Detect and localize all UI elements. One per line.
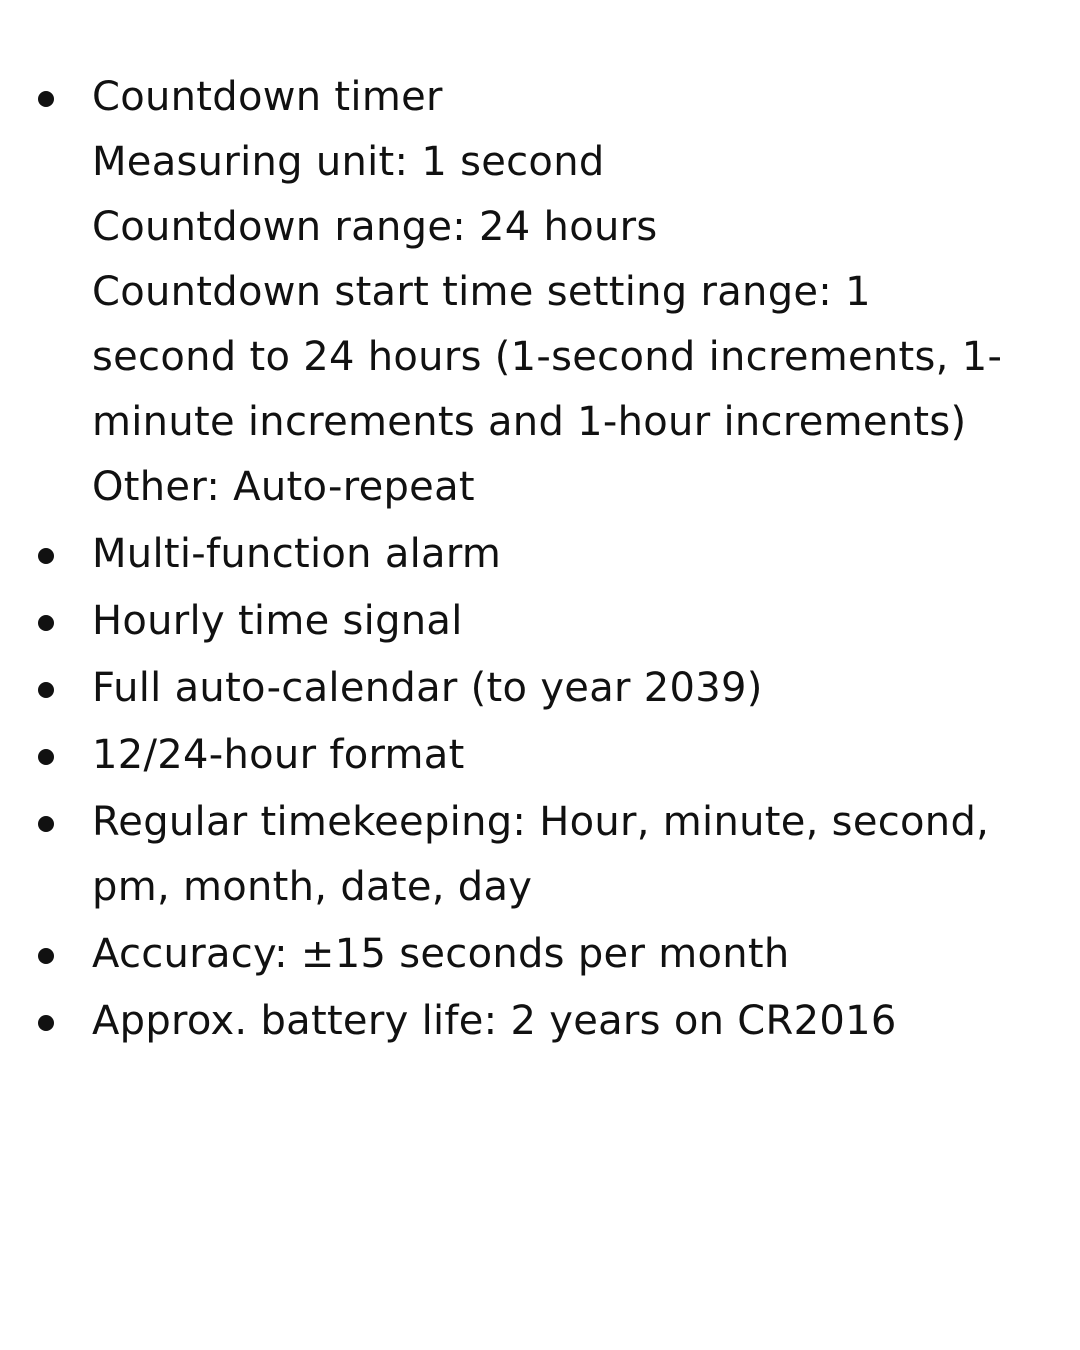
feature-title: Full auto-calendar (to year 2039)	[92, 665, 763, 711]
bullet-icon	[38, 816, 54, 832]
feature-title: 12/24-hour format	[92, 732, 465, 778]
feature-detail: pm, month, date, day	[92, 864, 533, 910]
feature-detail: minute increments and 1-hour increments)	[92, 399, 967, 445]
feature-battery-life	[0, 989, 1080, 1054]
feature-title: Accuracy: ±15 seconds per month	[92, 931, 790, 977]
feature-countdown-timer	[0, 65, 1080, 520]
feature-detail: Countdown start time setting range: 1	[92, 269, 871, 315]
feature-list	[0, 65, 1080, 1056]
feature-auto-calendar	[0, 656, 1080, 721]
feature-detail: second to 24 hours (1-second increments, 1-	[92, 334, 1003, 380]
feature-regular-timekeeping	[0, 790, 1080, 920]
feature-title: Approx. battery life: 2 years on CR2016	[92, 998, 897, 1044]
bullet-icon	[38, 615, 54, 631]
feature-multi-function-alarm	[0, 522, 1080, 587]
bullet-icon	[38, 682, 54, 698]
bullet-icon	[38, 948, 54, 964]
bullet-icon	[38, 548, 54, 564]
feature-hourly-time-signal	[0, 589, 1080, 654]
feature-detail: Measuring unit: 1 second	[92, 139, 605, 185]
feature-title: Multi-function alarm	[92, 531, 502, 577]
feature-title: Countdown timer	[92, 74, 443, 120]
bullet-icon	[38, 1015, 54, 1031]
feature-title: Hourly time signal	[92, 598, 463, 644]
bullet-icon	[38, 749, 54, 765]
feature-detail: Other: Auto-repeat	[92, 464, 475, 510]
feature-accuracy	[0, 922, 1080, 987]
feature-title: Regular timekeeping: Hour, minute, second,	[92, 799, 990, 845]
bullet-icon	[38, 91, 54, 107]
feature-hour-format	[0, 723, 1080, 788]
feature-detail: Countdown range: 24 hours	[92, 204, 658, 250]
